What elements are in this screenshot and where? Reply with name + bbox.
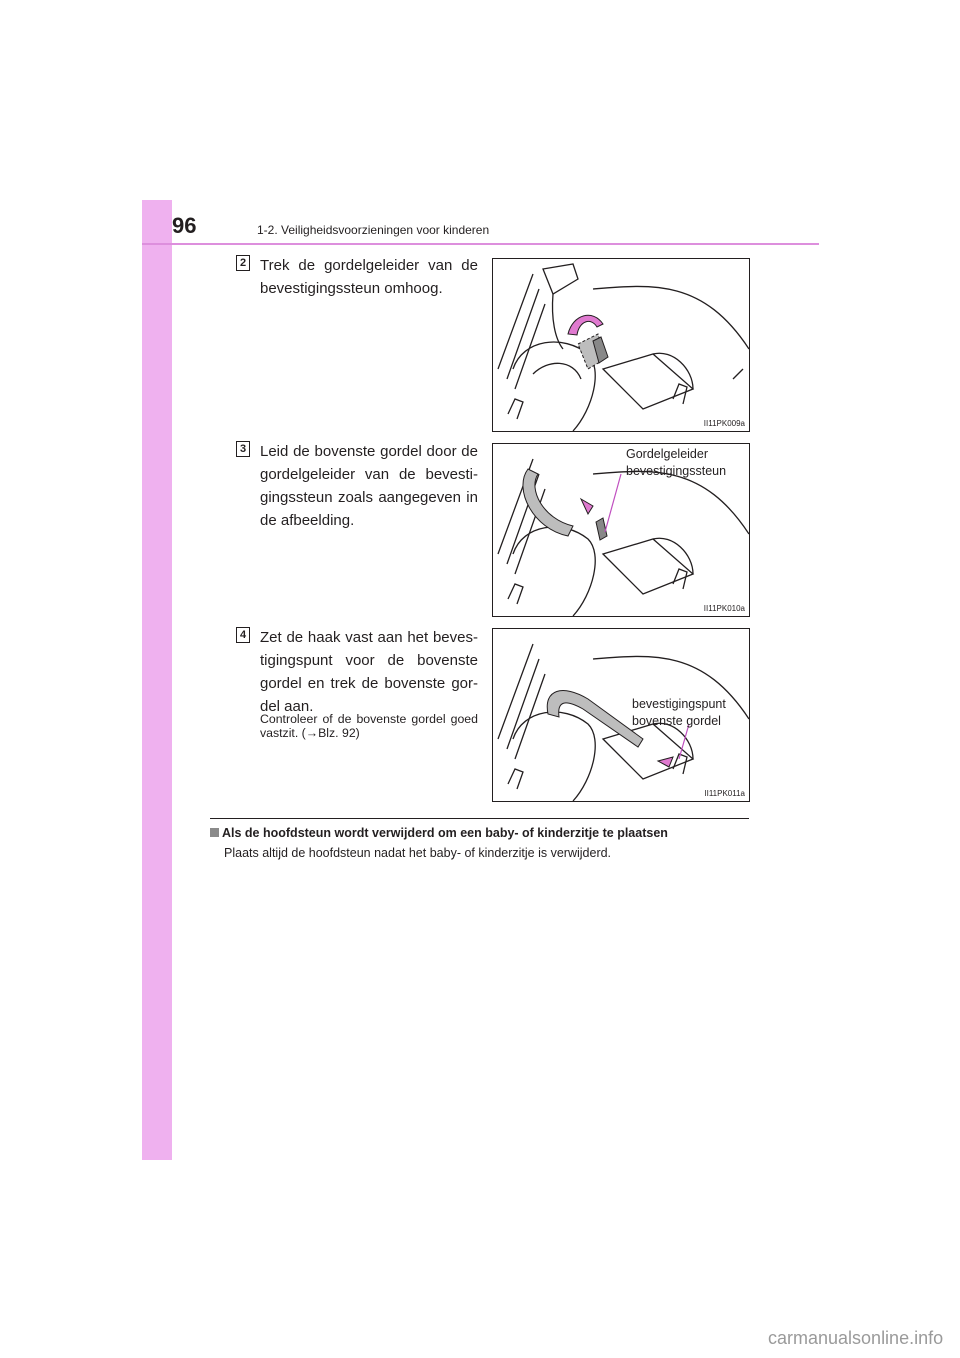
step-2-illustration [492, 258, 750, 432]
callout-leader-line [605, 474, 621, 532]
figure-code: II11PK009a [703, 419, 745, 428]
step-4-badge: 4 [236, 627, 250, 643]
callout-line-1: bevestigingspunt [632, 697, 726, 711]
route-arrow-icon [581, 499, 593, 514]
callout-line-2: bevestigingssteun [626, 464, 727, 478]
step-3-badge: 3 [236, 441, 250, 457]
callout-label [632, 696, 726, 730]
callout-label [626, 446, 726, 480]
step-2-badge: 2 [236, 255, 250, 271]
section-title: 1-2. Veiligheidsvoorzieningen voor kinderen [257, 223, 490, 237]
step-3-text: Leid de bovenste gordel door de gordelgeleider van de bevesti-gingssteun zoals aangegeven in de afbeelding. [260, 443, 478, 529]
figure-code: II11PK010a [703, 604, 745, 613]
section-divider [210, 818, 749, 819]
bullet-square-icon [210, 828, 219, 837]
note-heading-text: Als de hoofdsteun wordt verwijderd om een baby- of kinderzitje te plaatsen [222, 826, 668, 840]
note-body: Plaats altijd de hoofdsteun nadat het baby- of kinderzitje is verwijderd. [224, 846, 612, 860]
hook-arrow-icon [658, 757, 673, 767]
note-heading [210, 826, 668, 840]
callout-line-2: bovenste gordel [632, 714, 721, 728]
step-4-note: Controleer of de bovenste gordel goed vastzit. (→Blz. 92) [260, 712, 478, 740]
lift-arrow-icon [568, 315, 603, 335]
callout-line-1: Gordelgeleider [626, 447, 708, 461]
header-divider [142, 243, 819, 245]
figure-code: II11PK011a [704, 789, 745, 798]
chapter-sidebar-tab [142, 200, 172, 1160]
page-number: 96 [172, 213, 197, 238]
step-4-text: Zet de haak vast aan het beves-tigingspunt voor de bovenste gordel en trek de bovenste gor-del aan. [260, 629, 478, 715]
step-2-text: Trek de gordelgeleider van de bevestigingssteun omhoog. [260, 257, 478, 297]
seat-headrest-drawing [493, 259, 749, 431]
watermark: carmanualsonline.info [768, 1328, 944, 1348]
